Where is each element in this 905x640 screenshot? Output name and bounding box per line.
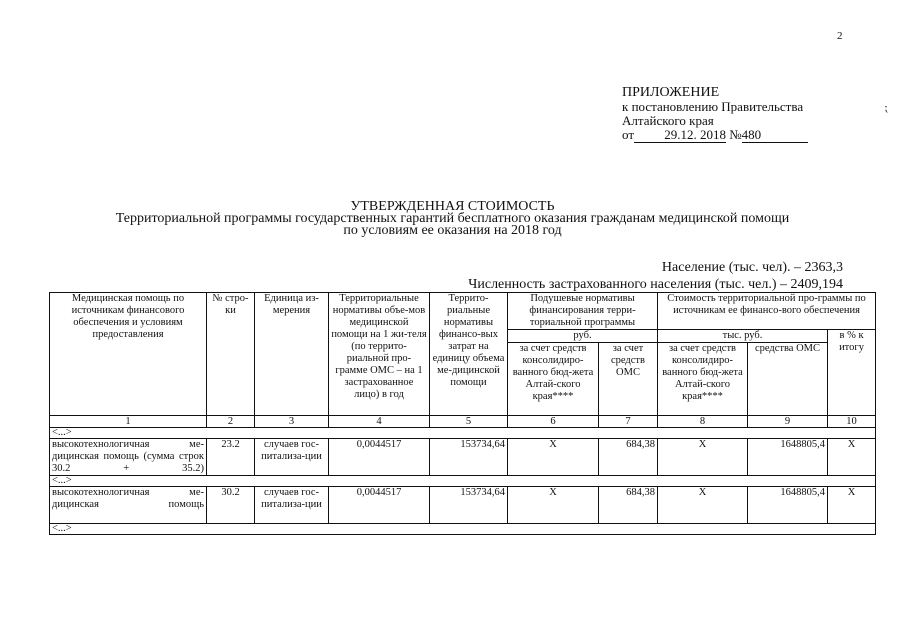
header-budget-cost: за счет средств консолидиро-ванного бюд-жета Алтай-ского края**** bbox=[658, 343, 748, 416]
col-number: 5 bbox=[430, 416, 508, 428]
appendix-line1: к постановлению Правительства bbox=[622, 99, 804, 114]
margin-mark: ⁏ bbox=[884, 100, 889, 114]
ellipsis: <...> bbox=[50, 476, 876, 487]
header-row-1 bbox=[50, 293, 876, 330]
document-subtitle-2: по условиям ее оказания на 2018 год bbox=[343, 223, 562, 238]
header-cost-norms: Террито-риальные нормативы финансо-вых затрат на единицу объема ме-дицинской помощи bbox=[430, 293, 508, 416]
document-subtitle: Территориальной программы государственных гарантий бесплатного оказания гражданам медицинской помощи bbox=[115, 211, 790, 226]
col-number: 3 bbox=[255, 416, 329, 428]
appendix-date-line bbox=[622, 128, 808, 143]
decree-date: 29.12. 2018 bbox=[634, 128, 726, 143]
row-unit: случаев гос-питализа-ции bbox=[255, 487, 329, 524]
header-medical-care: Медицинская помощь по источникам финансового обеспечения и условиям предоставления bbox=[50, 293, 207, 416]
row-unit: случаев гос-питализа-ции bbox=[255, 439, 329, 476]
row-oms-per-capita: 684,38 bbox=[599, 487, 658, 524]
col-number: 6 bbox=[508, 416, 599, 428]
cost-table bbox=[49, 292, 876, 535]
row-budget-cost: X bbox=[658, 487, 748, 524]
header-volume-norms: Территориальные нормативы объе-мов медицинской помощи на 1 жи-теля (по террито-риальной про-грамме ОМС – на 1 застрахованное лицо) в год bbox=[329, 293, 430, 416]
row-percent: X bbox=[828, 487, 876, 524]
ellipsis-row bbox=[50, 524, 876, 535]
row-budget-per-capita: X bbox=[508, 487, 599, 524]
appendix-line2: Алтайского края bbox=[622, 113, 714, 128]
header-oms-cost: средства ОМС bbox=[748, 343, 828, 416]
number-label: № bbox=[729, 127, 742, 142]
ellipsis-row bbox=[50, 476, 876, 487]
row-budget-per-capita: X bbox=[508, 439, 599, 476]
table-row bbox=[50, 439, 876, 476]
appendix-title: ПРИЛОЖЕНИЕ bbox=[622, 85, 720, 100]
col-number: 10 bbox=[828, 416, 876, 428]
page-number: 2 bbox=[837, 30, 843, 42]
row-volume-norm: 0,0044517 bbox=[329, 439, 430, 476]
population-stat: Население (тыс. чел). – 2363,3 bbox=[661, 260, 843, 275]
row-name: высокотехнологичная ме-дицинская помощь (сумма строк 30.2 + 35.2) bbox=[50, 439, 207, 476]
header-per-capita-group: Подушевые нормативы финансирования терри-ториальной программы bbox=[508, 293, 658, 330]
col-number: 4 bbox=[329, 416, 430, 428]
row-volume-norm: 0,0044517 bbox=[329, 487, 430, 524]
column-number-row bbox=[50, 416, 876, 428]
decree-number: 480 bbox=[742, 128, 808, 143]
col-number: 2 bbox=[207, 416, 255, 428]
from-label: от bbox=[622, 127, 635, 142]
header-oms-per-capita: за счет средств ОМС bbox=[599, 343, 658, 416]
row-oms-cost: 1648805,4 bbox=[748, 487, 828, 524]
col-number: 1 bbox=[50, 416, 207, 428]
ellipsis-row bbox=[50, 428, 876, 439]
appendix-block bbox=[622, 86, 808, 143]
col-number: 8 bbox=[658, 416, 748, 428]
row-number: 30.2 bbox=[207, 487, 255, 524]
header-unit-rub: руб. bbox=[508, 330, 658, 343]
header-unit: Единица из-мерения bbox=[255, 293, 329, 416]
row-cost-norm: 153734,64 bbox=[430, 487, 508, 524]
row-percent: X bbox=[828, 439, 876, 476]
row-oms-cost: 1648805,4 bbox=[748, 439, 828, 476]
row-name: высокотехнологичная ме-дицинская помощь bbox=[50, 487, 207, 524]
col-number: 9 bbox=[748, 416, 828, 428]
col-number: 7 bbox=[599, 416, 658, 428]
row-cost-norm: 153734,64 bbox=[430, 439, 508, 476]
document-title: УТВЕРЖДЕННАЯ СТОИМОСТЬ bbox=[350, 199, 555, 214]
header-budget-per-capita: за счет средств консолидиро-ванного бюд-жета Алтай-ского края**** bbox=[508, 343, 599, 416]
row-budget-cost: X bbox=[658, 439, 748, 476]
ellipsis: <...> bbox=[50, 428, 876, 439]
header-percent-total: в % к итогу bbox=[828, 330, 876, 416]
ellipsis: <...> bbox=[50, 524, 876, 535]
row-number: 23.2 bbox=[207, 439, 255, 476]
header-program-cost-group: Стоимость территориальной про-граммы по источникам ее финансо-вого обеспечения bbox=[658, 293, 876, 330]
insured-population-stat: Численность застрахованного населения (тыс. чел.) – 2409,194 bbox=[468, 277, 843, 292]
header-row-number: № стро-ки bbox=[207, 293, 255, 416]
row-oms-per-capita: 684,38 bbox=[599, 439, 658, 476]
table-row bbox=[50, 487, 876, 524]
header-unit-thousand-rub: тыс. руб. bbox=[658, 330, 828, 343]
